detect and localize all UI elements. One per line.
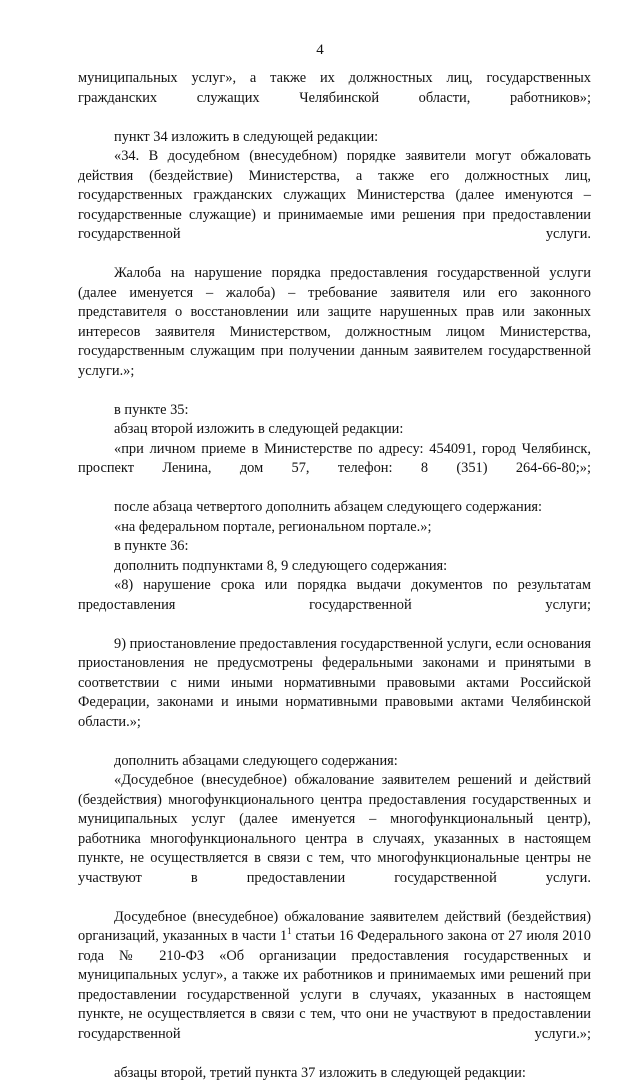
paragraph: дополнить подпунктами 8, 9 следующего содержания:: [78, 557, 591, 577]
paragraph: 9) приостановление предоставления государственной услуги, если основания приостановления не предусмотрены федеральными законами и принятыми в соответствии с ними иными нормативными правовыми актами Российской Федерации, законами и иными нормативными правовыми актами Челябинской области.»;: [78, 635, 591, 752]
paragraph: абзац второй изложить в следующей редакции:: [78, 420, 591, 440]
paragraph: «Досудебное (внесудебное) обжалование заявителем решений и действий (бездействия) многофункционального центра предоставления государственных и муниципальных услуг (далее именуется – многофункциональный центр), работника многофункционального центра в случаях, указанных в настоящем пункте, не осуществляется в связи с тем, что многофункциональные центры не участвуют в предоставлении государственной услуги.: [78, 771, 591, 908]
paragraph: дополнить абзацами следующего содержания:: [78, 752, 591, 772]
paragraph: «при личном приеме в Министерстве по адресу: 454091, город Челябинск, проспект Ленина, дом 57, телефон: 8 (351) 264-66-80;»;: [78, 440, 591, 499]
paragraph: в пункте 36:: [78, 537, 591, 557]
paragraph: «34. В досудебном (внесудебном) порядке заявители могут обжаловать действия (бездействие) Министерства, а также его должностных лиц, государственных гражданских служащих Министерства (далее именуются – государственные служащие) и принимаемые ими решения при предоставлении государственной услуги.: [78, 147, 591, 264]
paragraph: «на федеральном портале, региональном портале.»;: [78, 518, 591, 538]
paragraph: в пункте 35:: [78, 401, 591, 421]
page-number: 4: [0, 42, 640, 59]
paragraph: абзацы второй, третий пункта 37 изложить в следующей редакции:: [78, 1064, 591, 1083]
paragraph: «8) нарушение срока или порядка выдачи документов по результатам предоставления государственной услуги;: [78, 576, 591, 635]
document-body: [78, 69, 591, 1083]
paragraph-text: статьи 16 Федерального закона от 27 июля 2010 года № 210-ФЗ «Об организации предоставления государственных и муниципальных услуг», а также их работников и принимаемых ими решений при предоставлении государственной услуги в случаях, указанных в настоящем пункте, не осуществляется в связи с тем, что они не участвуют в предоставлении государственной услуги.»;: [78, 928, 591, 1042]
paragraph: муниципальных услуг», а также их должностных лиц, государственных гражданских служащих Челябинской области, работников»;: [78, 69, 591, 128]
superscript: 1: [287, 926, 292, 936]
paragraph-with-superscript: [78, 908, 591, 1064]
paragraph: после абзаца четвертого дополнить абзацем следующего содержания:: [78, 498, 591, 518]
paragraph-text: Досудебное (внесудебное) обжалование заявителем действий (бездействия) организаций, указанных в части 1: [78, 909, 591, 945]
paragraph: Жалоба на нарушение порядка предоставления государственной услуги (далее именуется – жалоба) – требование заявителя или его законного представителя о восстановлении или защите нарушенных прав или законных интересов заявителя Министерством, должностным лицом Министерства, государственным служащим при получении данным заявителем государственной услуги.»;: [78, 264, 591, 401]
paragraph: пункт 34 изложить в следующей редакции:: [78, 128, 591, 148]
